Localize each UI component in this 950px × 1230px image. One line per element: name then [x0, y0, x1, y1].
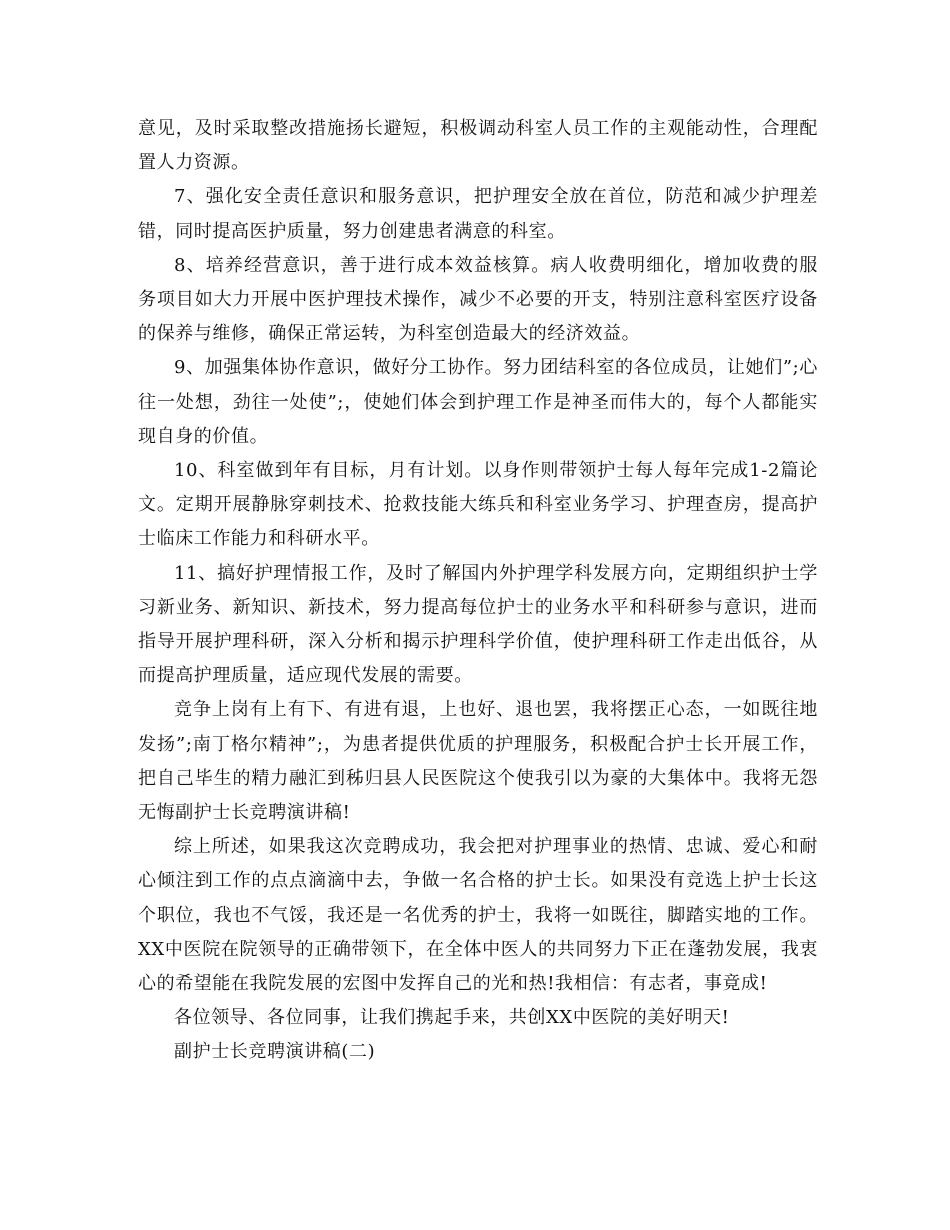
- paragraph-continuation: 意见，及时采取整改措施扬长避短，积极调动科室人员工作的主观能动性，合理配置人力资源。: [138, 118, 818, 174]
- paragraph-item-11: 11、搞好护理情报工作，及时了解国内外护理学科发展方向，定期组织护士学习新业务、新知识、新技术，努力提高每位护士的业务水平和科研参与意识，进而指导开展护理科研，深入分析和揭示护理科学价值，使护理科研工作走出低谷，从而提高护理质量，适应现代发展的需要。: [138, 562, 818, 687]
- document-body: [138, 112, 818, 1070]
- paragraph-competition: 竞争上岗有上有下、有进有退，上也好、退也罢，我将摆正心态，一如既往地发扬”;南丁格尔精神”;，为患者提供优质的护理服务，积极配合护士长开展工作，把自己毕生的精力融汇到秭归县人民医院这个使我引以为豪的大集体中。我将无怨无悔副护士长竞聘演讲稿!: [138, 699, 818, 824]
- paragraph-item-9: 9、加强集体协作意识，做好分工协作。努力团结科室的各位成员，让她们”;心往一处想，劲往一处使”;，使她们体会到护理工作是神圣而伟大的，每个人都能实现自身的价值。: [138, 357, 818, 447]
- section-title: 副护士长竞聘演讲稿(二): [174, 1041, 376, 1063]
- paragraph-summary: 综上所述，如果我这次竞聘成功，我会把对护理事业的热情、忠诚、爱心和耐心倾注到工作的点点滴滴中去，争做一名合格的护士长。如果没有竞选上护士长这个职位，我也不气馁，我还是一名优秀的护士，我将一如既往，脚踏实地的工作。XX中医院在院领导的正确带领下，在全体中医人的共同努力下正在蓬勃发展，我衷心的希望能在我院发展的宏图中发挥自己的光和热!我相信：有志者，事竟成!: [138, 836, 818, 995]
- paragraph-closing: 各位领导、各位同事，让我们携起手来，共创XX中医院的美好明天!: [174, 1007, 730, 1029]
- paragraph-item-8: 8、培养经营意识，善于进行成本效益核算。病人收费明细化，增加收费的服务项目如大力开展中医护理技术操作，减少不必要的开支，特别注意科室医疗设备的保养与维修，确保正常运转，为科室创造最大的经济效益。: [138, 254, 818, 345]
- paragraph-item-10: 10、科室做到年有目标，月有计划。以身作则带领护士每人每年完成1-2篇论文。定期开展静脉穿刺技术、抢救技能大练兵和科室业务学习、护理查房，提高护士临床工作能力和科研水平。: [138, 460, 818, 550]
- paragraph-item-7: 7、强化安全责任意识和服务意识，把护理安全放在首位，防范和减少护理差错，同时提高医护质量，努力创建患者满意的科室。: [138, 186, 818, 242]
